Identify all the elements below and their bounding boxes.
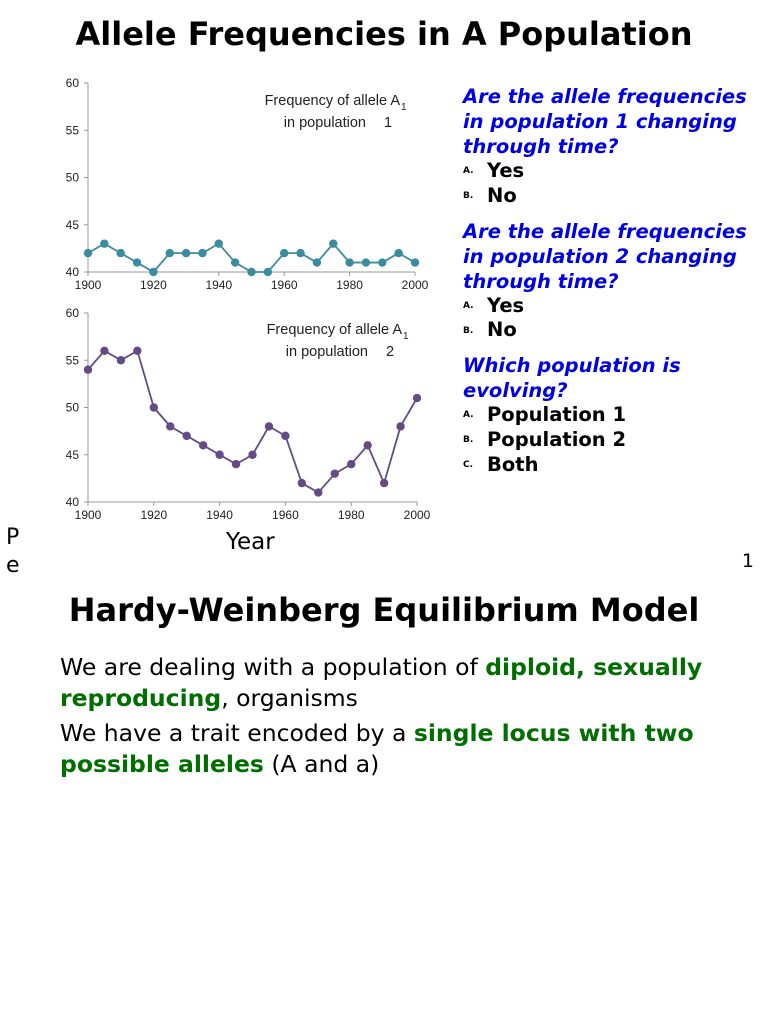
chart-annotation-subscript: 1 [401,102,407,113]
data-point [411,258,419,266]
data-point [296,249,304,257]
question-3-options [463,403,763,477]
paragraph-1-highlight: diploid, sexually reproducing [60,653,703,712]
paragraph-1-tail: , organisms [221,683,358,712]
x-tick-label: 1980 [336,278,363,292]
paragraph-1 [60,652,740,713]
series-line [88,244,415,272]
option-item[interactable] [463,453,763,478]
question-2-options [463,294,763,344]
option-item[interactable] [463,294,763,319]
option-marker: A. [463,166,474,177]
x-tick-label: 1940 [205,278,233,292]
chart-annotation-population: 2 [385,344,395,360]
data-point [84,249,92,257]
y-tick-label: 55 [65,123,79,138]
data-point [347,460,355,468]
option-marker: C. [463,459,474,470]
question-2: Are the allele frequencies in population 2 changing through time? [463,219,747,293]
option-item[interactable] [463,403,763,428]
paragraph-2-text: We have a trait encoded by a [60,719,414,747]
y-tick-label: 40 [65,495,79,509]
side-text-fragment: Pe [6,525,20,578]
data-point [248,451,256,459]
data-point [413,394,421,402]
data-point [231,258,239,266]
data-point [183,432,191,440]
data-point [166,249,174,257]
x-tick-label: 1900 [74,278,102,292]
question-3: Which population is evolving? [463,354,681,402]
option-label: No [487,318,517,342]
slide-title: Allele Frequencies in A Population [75,15,693,53]
data-point [100,239,108,247]
chart-annotation-line-2: in population [283,115,366,131]
x-axis-caption: Year [226,529,275,555]
option-label: Population 1 [487,403,627,426]
option-item[interactable] [463,184,763,209]
y-tick-label: 50 [65,170,79,185]
data-point [182,249,190,257]
data-point [345,258,353,266]
chart-annotation-line-1: Frequency of allele A [264,93,400,109]
y-tick-label: 45 [65,217,79,232]
x-tick-label: 1920 [140,278,167,292]
data-point [380,479,388,487]
paragraph-2-tail: (A and a) [263,749,380,778]
paragraph-1-text: We are dealing with a population of [60,653,486,681]
slide-2-body [60,652,740,784]
chart-population-1 [52,72,432,297]
option-marker: B. [463,435,474,445]
data-point [232,460,240,468]
option-item[interactable] [463,428,763,453]
data-point [198,249,206,257]
data-point [313,258,321,266]
data-point [331,469,339,477]
data-point [199,441,207,449]
data-point [363,441,371,449]
series-line [88,351,417,493]
chart-annotation-population: 1 [383,115,393,131]
data-point [329,239,337,247]
paragraph-2-highlight: single locus with two possible alleles [60,719,694,778]
data-point [378,258,386,266]
data-point [215,239,223,247]
option-item[interactable] [463,318,763,343]
data-point [117,356,125,364]
x-tick-label: 1940 [206,508,233,522]
data-point [149,268,157,276]
data-point [100,347,108,355]
option-label: Population 2 [487,427,627,451]
data-point [133,347,141,355]
chart-2-svg [52,302,432,532]
x-tick-label: 1960 [272,508,299,522]
data-point [84,366,92,374]
option-marker: B. [463,325,474,336]
data-point [264,268,272,276]
x-tick-label: 1900 [74,508,102,522]
question-1-options [463,159,763,209]
y-tick-label: 60 [65,306,79,320]
chart-1-svg [52,72,432,297]
data-point [150,403,158,411]
option-label: Both [487,452,539,476]
y-tick-label: 60 [65,76,79,90]
data-point [215,451,223,459]
y-tick-label: 55 [65,353,79,368]
chart-annotation-subscript: 1 [403,331,409,342]
data-point [396,422,404,430]
option-label: No [487,183,517,207]
question-1: Are the allele frequencies in population 1 changing through time? [463,85,747,158]
questions-panel [463,84,763,487]
data-point [265,422,273,430]
data-point [298,479,306,487]
option-marker: B. [463,191,474,201]
slide-number: 1 [741,550,754,572]
data-point [362,258,370,266]
chart-annotation-line-1: Frequency of allele A [266,322,402,338]
data-point [314,488,322,496]
y-tick-label: 50 [65,400,79,415]
y-tick-label: 45 [65,447,79,462]
chart-annotation-line-2: in population [285,344,368,360]
chart-population-2 [52,302,432,532]
x-tick-label: 2000 [401,278,429,292]
x-tick-label: 1980 [337,508,365,522]
option-marker: A. [463,300,474,311]
data-point [117,249,125,257]
option-item[interactable] [463,159,763,184]
data-point [247,268,255,276]
x-tick-label: 2000 [403,508,431,522]
option-label: Yes [487,293,525,317]
slide-2-title: Hardy-Weinberg Equilibrium Model [68,591,700,629]
option-label: Yes [487,159,525,182]
data-point [166,422,174,430]
y-tick-label: 40 [65,265,79,279]
option-marker: A. [463,410,474,421]
x-tick-label: 1960 [270,278,298,292]
data-point [394,249,402,257]
data-point [280,249,288,257]
data-point [133,258,141,266]
x-tick-label: 1920 [140,508,168,522]
paragraph-2 [60,718,740,779]
data-point [281,432,289,440]
